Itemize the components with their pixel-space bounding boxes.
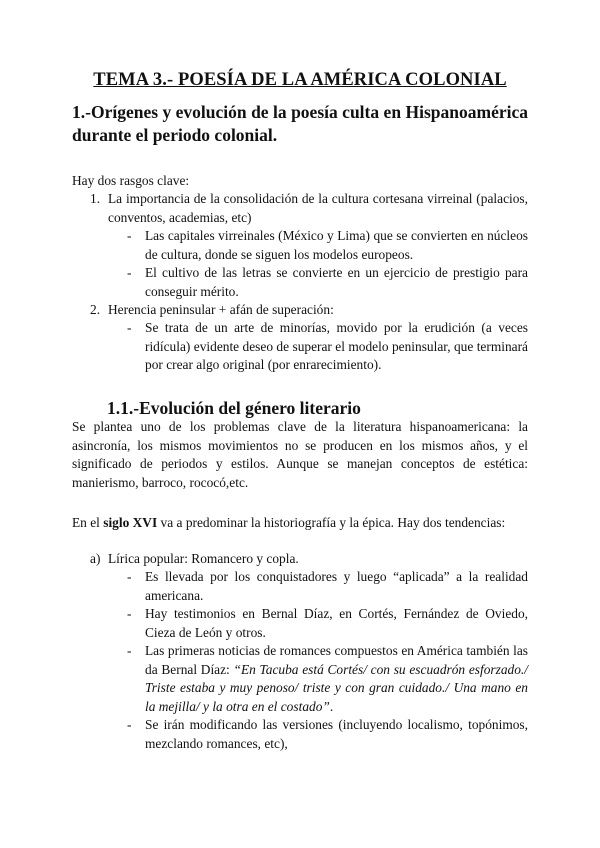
romance-quote: “En Tacuba está Cortés/ con su escuadrón esforzado./ Triste estaba y muy penoso/ triste y con gran cuidado./ Una mano en la mejilla/ y la otra en el costado” xyxy=(145,661,528,714)
sub-item: - Las primeras noticias de romances compuestos en América también las da Bernal Díaz: “En Tacuba está Cortés/ con su escuadrón esforzado./ Triste estaba y muy penoso/ triste y con gran cuidado./ Una mano en la mejilla/ y la otra en el costado”. xyxy=(127,642,528,718)
list-item-text: Lírica popular: Romancero y copla. xyxy=(108,551,299,566)
section-heading-1-1: 1.1.-Evolución del género literario xyxy=(107,398,361,418)
sub-item-text: Las primeras noticias de romances compuestos en América también las da Bernal Díaz: “En Tacuba está Cortés/ con su escuadrón esforzado./ Triste estaba y muy penoso/ triste y con gran cuidado./ Una mano en la mejilla/ y la otra en el costado”. xyxy=(145,643,528,714)
list-item-text: Herencia peninsular + afán de superación: xyxy=(108,302,334,317)
sub-item: - Las capitales virreinales (México y Lima) que se convierten en núcleos de cultura, donde se siguen los modelos europeos. xyxy=(127,227,528,267)
sub-item: - Hay testimonios en Bernal Díaz, en Cortés, Fernández de Oviedo, Cieza de León y otros. xyxy=(127,605,528,645)
section-heading-1: 1.-Orígenes y evolución de la poesía culta en Hispanoamérica durante el periodo colonial. xyxy=(72,102,528,145)
list-number: 2. xyxy=(90,302,101,317)
list-letter: a) xyxy=(90,551,101,566)
sub-item: - Se trata de un arte de minorías, movido por la erudición (a veces ridícula) evidente deseo de superar el modelo peninsular, que terminará por crear algo original (por enrarecimiento). xyxy=(127,319,528,377)
sub-item: - Se irán modificando las versiones (incluyendo localismo, topónimos, mezclando romances, etc), xyxy=(127,716,528,756)
list-item-1 xyxy=(90,190,528,230)
page-title: TEMA 3.- POESÍA DE LA AMÉRICA COLONIAL xyxy=(93,70,507,90)
list-item-a xyxy=(90,550,528,570)
sub-item-text: Las capitales virreinales (México y Lima) que se convierten en núcleos de cultura, donde se siguen los modelos europeos. xyxy=(145,228,528,262)
list-number: 1. xyxy=(90,191,101,206)
paragraph-asincronia: Se plantea uno de los problemas clave de la literatura hispanoamericana: la asincronía, los mismos movimientos no se producen en los mismos años, y el significado de periodos y estilos. Aunque se manejan conceptos de estética: manierismo, barroco, rococó,etc. xyxy=(72,419,528,490)
sub-item: - El cultivo de las letras se convierte en un ejercicio de prestigio para conseguir mérito. xyxy=(127,264,528,304)
sub-item-text: Se irán modificando las versiones (incluyendo localismo, topónimos, mezclando romances, etc), xyxy=(145,717,528,751)
sub-item-text: Se trata de un arte de minorías, movido por la erudición (a veces ridícula) evidente deseo de superar el modelo peninsular, que terminará por crear algo original (por enrarecimiento). xyxy=(145,320,528,372)
sub-item: - Es llevada por los conquistadores y luego “aplicada” a la realidad americana. xyxy=(127,568,528,608)
intro-paragraph: Hay dos rasgos clave: xyxy=(72,173,190,188)
list-item-text: La importancia de la consolidación de la cultura cortesana virreinal (palacios, conventos, academias, etc) xyxy=(108,191,528,225)
sub-item-text: Hay testimonios en Bernal Díaz, en Cortés, Fernández de Oviedo, Cieza de León y otros. xyxy=(145,606,528,640)
list-item-2 xyxy=(90,301,528,321)
bold-century: siglo XVI xyxy=(103,515,158,530)
paragraph-siglo-xvi: En el siglo XVI va a predominar la historiografía y la épica. Hay dos tendencias: xyxy=(72,515,506,530)
sub-item-text: Es llevada por los conquistadores y luego “aplicada” a la realidad americana. xyxy=(145,569,528,603)
sub-item-text: El cultivo de las letras se convierte en un ejercicio de prestigio para conseguir mérito. xyxy=(145,265,528,299)
